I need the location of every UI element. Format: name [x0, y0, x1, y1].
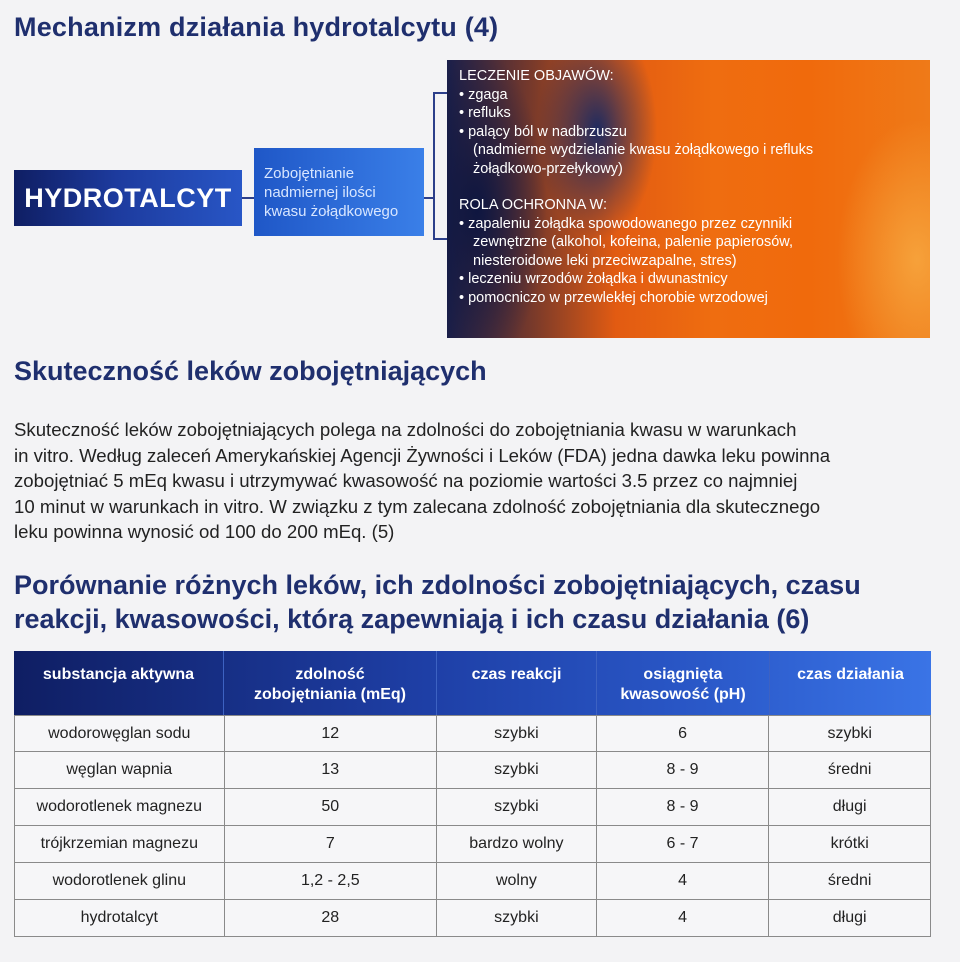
table-cell: hydrotalcyt	[15, 900, 225, 936]
connector-line	[433, 92, 447, 94]
table-header	[14, 651, 931, 715]
table-row	[15, 863, 930, 900]
paragraph-line: Skuteczność leków zobojętniających polega na zdolności do zobojętniania kwasu w warunkach	[14, 419, 797, 440]
body-paragraph	[14, 417, 934, 545]
treatment-item: • zgaga	[459, 86, 508, 103]
treatment-title: LECZENIE OBJAWÓW:	[459, 68, 614, 84]
table-cell: 6	[597, 716, 770, 751]
heading-line: Porównanie różnych leków, ich zdolności zobojętniających, czasu	[14, 570, 861, 600]
comparison-table	[14, 651, 931, 937]
table-row	[15, 826, 930, 863]
paragraph-line: in vitro. Według zaleceń Amerykańskiej Agencji Żywności i Leków (FDA) jedna dawka leku powinna	[14, 444, 831, 466]
treatment-item: (nadmierne wydzielanie kwasu żołądkowego i refluks	[473, 142, 814, 158]
neutralization-box	[254, 148, 424, 236]
table-cell: 12	[225, 716, 438, 751]
table-cell: 8 - 9	[597, 752, 770, 788]
treatment-item: • refluks	[459, 105, 511, 121]
table-cell: 6 - 7	[597, 826, 770, 862]
column-header	[437, 651, 597, 715]
table-row	[15, 900, 930, 937]
table-cell: szybki	[437, 900, 597, 936]
table-cell: wodorotlenek magnezu	[15, 789, 225, 825]
table-cell: szybki	[827, 724, 872, 742]
paragraph-line: 10 minut w warunkach in vitro. W związku z tym zalecana zdolność zobojętniania dla skutecznego	[14, 495, 821, 517]
page-title: Mechanizm działania hydrotalcytu (4)	[14, 12, 499, 42]
column-header-label: czas reakcji	[471, 666, 562, 683]
table-cell: wodorotlenek glinu	[15, 863, 225, 899]
table-cell: 7	[225, 826, 438, 862]
protective-item: • pomocniczo w przewlekłej chorobie wrzodowej	[459, 289, 768, 306]
column-header	[224, 651, 437, 715]
heading-line: reakcji, kwasowości, którą zapewniają i ich czasu działania (6)	[14, 604, 810, 634]
table-cell: szybki	[437, 752, 597, 788]
connector-line	[242, 197, 254, 199]
table-cell: 1,2 - 2,5	[225, 863, 438, 899]
protective-title: ROLA OCHRONNA W:	[459, 197, 607, 213]
table-cell: 13	[225, 752, 438, 788]
table-cell: średni	[827, 761, 872, 778]
section-heading: Skuteczność leków zobojętniających	[14, 356, 487, 386]
protective-item: zewnętrzne (alkohol, kofeina, palenie papierosów,	[473, 234, 794, 250]
table-body	[14, 715, 931, 937]
table-cell: 50	[225, 789, 438, 825]
table-cell: szybki	[437, 716, 597, 751]
table-cell: szybki	[437, 789, 597, 825]
effects-panel	[447, 60, 930, 338]
treatment-item: • palący ból w nadbrzuszu	[459, 123, 627, 140]
column-header-label: substancja aktywna	[42, 666, 195, 683]
table-cell: długi	[832, 798, 867, 815]
paragraph-line: zobojętniać 5 mEq kwasu i utrzymywać kwasowość na poziomie wartości 3.5 przez co najmniej	[14, 470, 798, 491]
table-cell: 4	[597, 863, 770, 899]
protective-item: • zapaleniu żołądka spowodowanego przez czynniki	[459, 215, 793, 232]
column-header-label: zobojętniania (mEq)	[254, 686, 406, 703]
column-header-label: czas działania	[797, 666, 904, 683]
table-cell: trójkrzemian magnezu	[15, 826, 225, 862]
hydrotalcyt-box: HYDROTALCYT	[14, 170, 242, 226]
column-header-label: kwasowość (pH)	[620, 686, 746, 703]
connector-line	[433, 238, 447, 240]
connector-bracket	[433, 92, 435, 240]
protective-item: niesteroidowe leki przeciwzapalne, stres)	[473, 252, 737, 269]
table-row	[15, 789, 930, 826]
table-cell: 4	[597, 900, 770, 936]
neutralization-line: nadmiernej ilości	[264, 184, 376, 201]
column-header	[597, 651, 770, 715]
column-header	[14, 651, 224, 715]
neutralization-line: kwasu żołądkowego	[264, 203, 399, 220]
paragraph-line: leku powinna wynosić od 100 do 200 mEq. (5)	[14, 521, 395, 542]
table-cell: węglan wapnia	[15, 752, 225, 788]
table-cell: długi	[832, 909, 867, 926]
table-cell: 8 - 9	[597, 789, 770, 825]
table-cell: średni	[827, 872, 872, 889]
table-cell: wodorowęglan sodu	[15, 716, 225, 751]
column-header-label: osiągnięta	[643, 666, 723, 683]
treatment-item: żołądkowo-przełykowy)	[473, 160, 623, 177]
table-cell: krótki	[830, 835, 869, 852]
table-row	[15, 715, 930, 752]
table-cell: wolny	[437, 863, 597, 899]
column-header	[770, 651, 931, 715]
section-heading	[14, 568, 934, 636]
table-row	[15, 752, 930, 789]
protective-item: • leczeniu wrzodów żołądka i dwunastnicy	[459, 271, 728, 287]
column-header-label: zdolność	[295, 666, 365, 683]
neutralization-line: Zobojętnianie	[264, 165, 355, 182]
table-cell: bardzo wolny	[437, 826, 597, 862]
table-cell: 28	[225, 900, 438, 936]
